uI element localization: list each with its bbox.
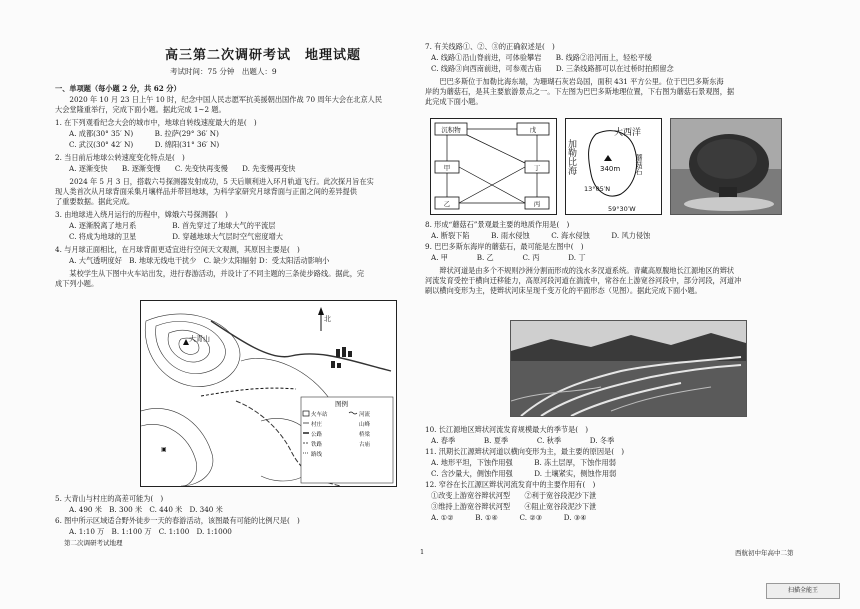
passage-3-line-2: 成下列小题。 (55, 279, 99, 288)
question-11: 11. 汛期长江源辫状河道以横向变形为主，最主要的原因是( ) (425, 447, 625, 456)
question-6: 6. 图中所示区域适合野外徒步一天的春游活动，该图最有可能的比例尺是( ) (55, 516, 300, 525)
passage-5-line-1: 辫状河道是由多个不规则沙洲分割而形成的浅水多汊道系统。青藏高原腹地长江源地区的辫状 (425, 266, 735, 275)
question-12-options: A. ①② B. ①④ C. ②③ D. ③④ (431, 513, 587, 522)
legend-item: 火车站 (311, 412, 328, 418)
left-footer: 第二次调研考试地理 (64, 539, 123, 547)
exam-info: 考试时间：75 分钟 出题人：9 (170, 67, 277, 76)
question-1-options-cd: C. 武汉(30° 42′ N) D. 绵阳(31° 36′ N) (69, 140, 220, 149)
svg-text:▣: ▣ (161, 446, 167, 453)
question-1-options-ab: A. 成都(30° 35′ N) B. 拉萨(29° 36′ N) (69, 129, 219, 138)
question-3: 3. 由地球进入绕月运行的历程中，嫦娥六号探测器( ) (55, 210, 228, 219)
legend-item: 山峰 (359, 422, 371, 428)
question-3-options-cd: C. 将成为地球的卫星 D. 穿越地球大气层时空气密度增大 (69, 232, 283, 241)
question-11-options-cd: C. 含沙量大，侧蚀作用强 D. 土壤紧实，侧蚀作用弱 (431, 469, 617, 478)
left-column (55, 0, 410, 609)
longitude-label: 59°30′W (608, 205, 636, 213)
question-3-options-ab: A. 逐渐脱离了地月系 B. 首先穿过了地球大气的平流层 (69, 221, 276, 230)
question-9-options: A. 甲 B. 乙 C. 丙 D. 丁 (431, 253, 586, 262)
passage-5-line-2: 河流发育受控于横向迁移能力，高原河段河道在湍流中，常谷在上游宽谷河段中，部分河段，河道冲 (425, 276, 742, 285)
scanner-watermark: 扫描全能王 (766, 583, 840, 599)
question-9: 9. 巴巴多斯东海岸的蘑菇石，最可能是左图中( ) (425, 242, 584, 251)
passage-1-line-2: 大会堂隆重举行，完成下面小题。据此完成 1~2 题。 (55, 105, 226, 114)
passage-3-line-1: 某校学生从下图中火车站出发，进行春游活动，并设计了不同主题的三条徒步路线。据此，完 (55, 269, 365, 278)
right-column (425, 0, 820, 609)
question-7: 7. 有关线路①、②、③的正确叙述是( ) (425, 42, 555, 51)
page-number: 1 (420, 548, 425, 556)
legend-item: 村庄 (311, 422, 323, 428)
braided-river-photo (510, 320, 747, 417)
passage-2-line-3: 了重要数据。据此完成。 (55, 197, 135, 206)
question-11-options-ab: A. 地形平坦，下蚀作用强 B. 冻土层厚，下蚀作用弱 (431, 458, 616, 467)
question-7-options-ab: A. 线路①沿山脊前进，可体验攀岩 B. 线路②沿河而上，轻松平缓 (431, 53, 652, 62)
legend-item: 路线 (311, 452, 323, 458)
latitude-label: 13°05′N (584, 185, 611, 193)
rock-cell: 甲 (443, 164, 451, 172)
legend-title: 图例 (335, 400, 348, 408)
rock-cell: 乙 (443, 200, 451, 208)
question-10-options: A. 春季 B. 夏季 C. 秋季 D. 冬季 (431, 436, 615, 445)
passage-2-line-1: 2024 年 5 月 3 日，搭载六号探测器发射成功，5 天后顺利进入环月轨道飞行。此次探月旨在实 (55, 177, 374, 186)
legend-item: 公路 (311, 432, 323, 438)
passage-4-line-2: 岸的为蘑菇石，是其主要旅游景点之一。下左图为巴巴多斯地理位置，下右图为蘑菇石景观图，据 (425, 87, 735, 96)
legend-item: 古庙 (359, 442, 371, 448)
question-8: 8. 形成“蘑菇石”景观最主要的地质作用是( ) (425, 220, 570, 229)
legend-item: 铁路 (311, 442, 323, 448)
ocean-label: 大西洋 (614, 128, 642, 138)
question-4: 4. 与月球正面相比，在月球背面更适宜进行空间天文观测，其原因主要是( ) (55, 245, 300, 254)
rock-cell: 戊 (529, 126, 537, 134)
question-6-options: A. 1:10 万 B. 1:100 万 C. 1:100 D. 1:1000 (69, 527, 232, 536)
passage-1-line-1: 2020 年 10 月 23 日上午 10 时，纪念中国人民志愿军抗美援朝出国作战 70 周年大会在北京人民 (55, 95, 383, 104)
question-8-options: A. 断裂下陷 B. 雨水侵蚀 C. 海水侵蚀 D. 风力侵蚀 (431, 231, 651, 240)
passage-4-line-3: 此完成下面小题。 (425, 97, 483, 106)
passage-5-line-3: 刷以横向变形为主，使辫状河床呈现千变万化的平面形态（见图）。据此完成下面小题。 (425, 286, 702, 295)
question-10: 10. 长江源地区辫状河流发育规模最大的季节是( ) (425, 425, 589, 434)
rock-cell: 丁 (533, 164, 541, 172)
topographic-map (140, 300, 397, 487)
rock-cell: 丙 (533, 200, 541, 208)
sea-label: 加勒比海 (566, 139, 576, 175)
barbados-location-map (565, 118, 662, 215)
section-heading: 一、单项题（每小题 2 分，共 62 分） (55, 84, 181, 93)
question-2: 2. 当日前后地球公转速度变化特点是( ) (55, 153, 185, 162)
question-5-options: A. 490 米 B. 300 米 C. 440 米 D. 340 米 (69, 505, 223, 514)
question-4-options: A. 大气透明度好 B. 地球无线电干扰少 C. 缺少太阳辐射 D：受太阳活动影响小 (69, 256, 330, 265)
question-5: 5. 大青山与村庄的高差可能为( ) (55, 494, 164, 503)
rock-label: 蘑菇石 (635, 154, 643, 175)
north-arrow-label: 北 (324, 315, 331, 323)
mountain-label: 大青山 (189, 335, 210, 343)
question-1: 1. 在下列观看纪念大会的城市中，地球自转线速度最大的是( ) (55, 118, 257, 127)
rock-cycle-diagram (430, 118, 557, 215)
map-drawing (141, 301, 396, 486)
mushroom-rock-photo (670, 118, 782, 215)
right-footer: 西航初中年高中二第 (735, 549, 794, 557)
question-7-options-cd: C. 线路③向西南前进，可参观古庙 D. 三条线路都可以在过桥时拍照留念 (431, 64, 674, 73)
elevation-label: 340m (600, 165, 621, 173)
page-title: 高三第二次调研考试 地理试题 (165, 48, 362, 63)
rock-cell: 沉积物 (441, 126, 461, 134)
question-12-statements-2: ③维持上游宽谷辫状河型 ④阻止宽谷段泥沙下泄 (431, 502, 597, 511)
legend-item: 桥梁 (359, 432, 371, 438)
question-2-options: A. 逐渐变快 B. 逐渐变慢 C. 先变快再变慢 D. 先变慢再变快 (69, 164, 296, 173)
passage-4-line-1: 巴巴多斯位于加勒比海东端，为珊瑚石灰岩岛国，面积 431 平方公里。位于巴巴多斯东海 (425, 77, 724, 86)
legend-item: 河流 (359, 412, 371, 418)
question-12-statements-1: ①改变上游宽谷辫状河型 ②利于宽谷段泥沙下泄 (431, 491, 597, 500)
question-12: 12. 窄谷在长江源区辫状河流发育中的主要作用有( ) (425, 480, 596, 489)
passage-2-line-2: 现人类首次从月球背面采集月壤样品并带回地球，为科学家研究月球背面与正面之间的差异提供 (55, 187, 357, 196)
